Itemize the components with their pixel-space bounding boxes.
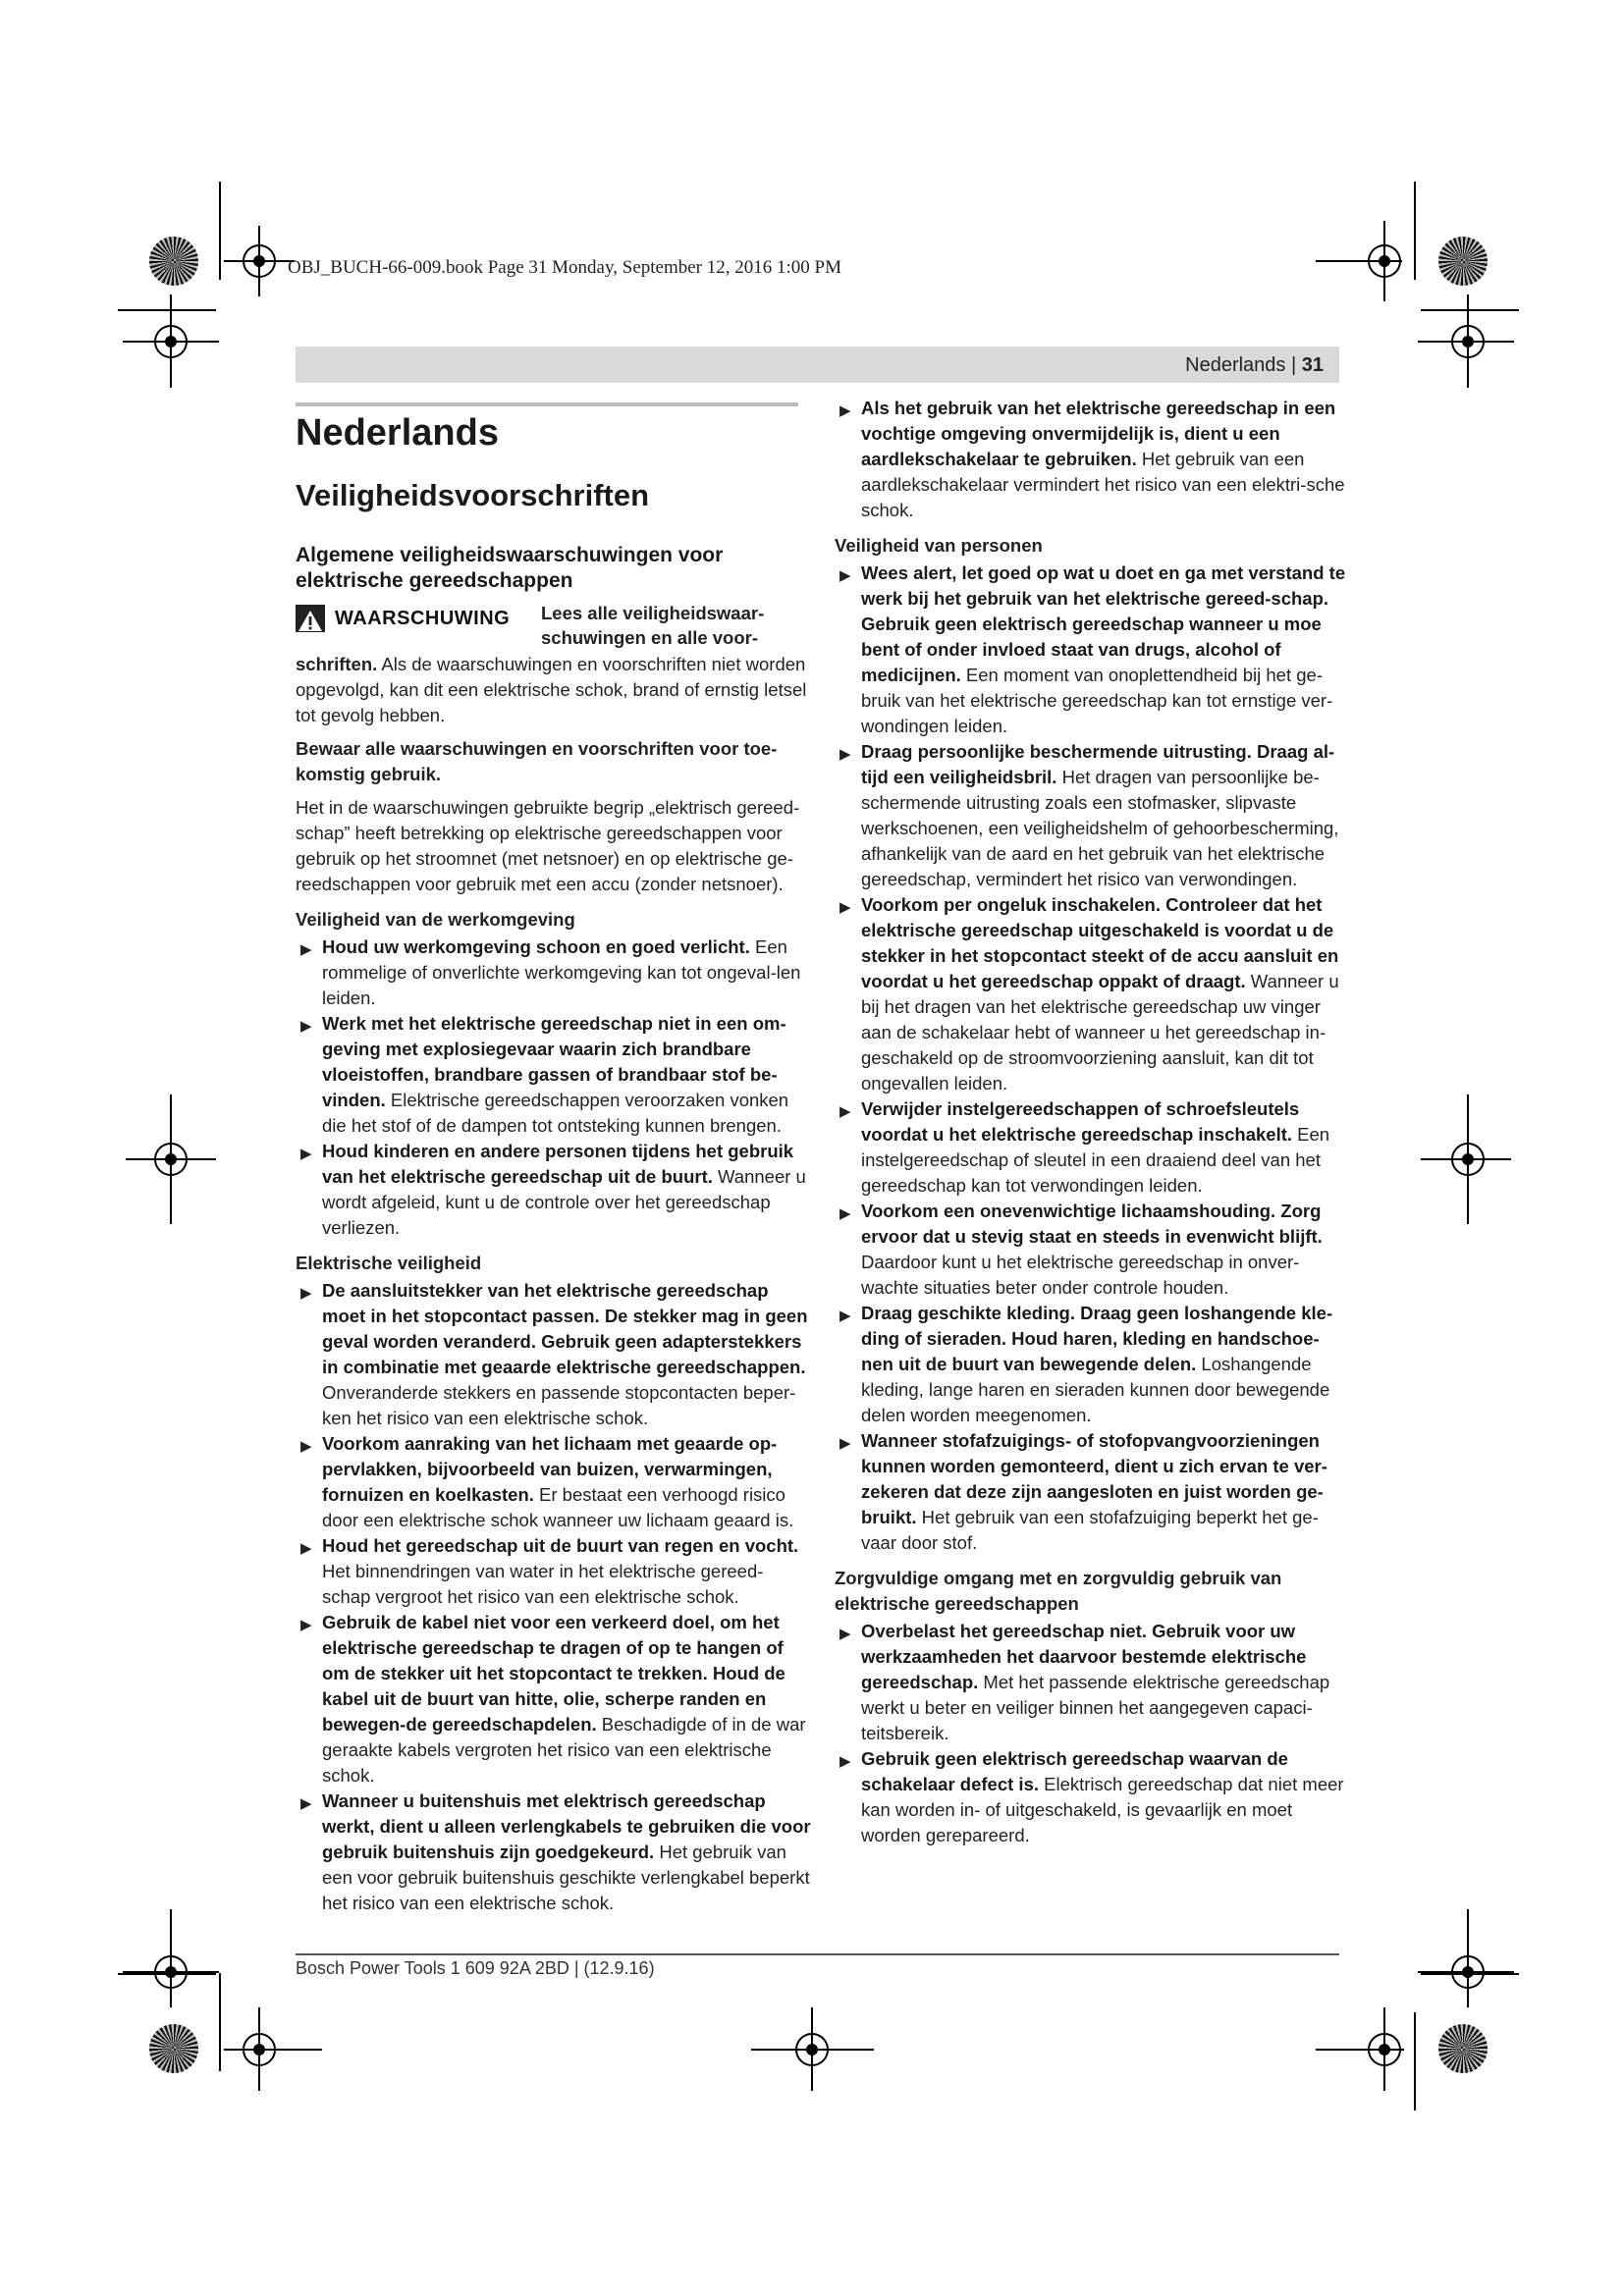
item-text: Een instelgereedschap of sleutel in een draaiend deel van het gereedschap kan tot verwondingen leiden. [861,1124,1330,1196]
registration-mark-line [258,226,260,296]
warning-text [296,652,811,728]
item-bold-text: Gebruik geen elektrisch gereedschap waarvan de schakelaar defect is. [861,1748,1288,1794]
header-separator: | [1290,354,1297,376]
list-item [296,1789,811,1916]
bullet-triangle-icon: ▶ [839,1308,851,1324]
section-heading: Algemene veiligheidswaarschuwingen voor elektrische gereedschappen [296,544,724,592]
registration-mark-line [1467,294,1469,388]
list-item [835,1199,1350,1301]
item-text: Het gebruik van een voor gebruik buitenshuis geschikte verlengkabel beperkt het risico van een elektrische schok. [322,1842,810,1913]
list-item [296,1431,811,1533]
warning-bold: schriften. [296,654,378,674]
bullet-triangle-icon: ▶ [300,1617,312,1633]
section-title-elektrisch: Elektrische veiligheid [296,1253,482,1273]
registration-mark-line [1383,221,1385,301]
crop-mark [219,182,221,280]
item-bold-text: Verwijder instelgereedschappen of schroefsleutels voordat u het elektrische gereedschap inschakelt. [861,1098,1300,1145]
item-text: Wanneer u bij het dragen van het elektrische gereedschap uw vinger aan de schakelaar hebt of wanneer u het gereedschap in-geschakeld op de stroomvoorziening aansluit, kan dit tot ongevallen leiden. [861,971,1339,1094]
page-number: 31 [1301,354,1324,376]
bullet-triangle-icon: ▶ [839,899,851,916]
bullet-triangle-icon: ▶ [839,1753,851,1770]
bullet-triangle-icon: ▶ [839,1103,851,1120]
crop-mark [219,1973,221,2071]
bullet-triangle-icon: ▶ [300,1018,312,1035]
list-zorgvuldig [835,1619,1350,1848]
registration-mark-line [170,1909,172,2007]
item-bold-text: Overbelast het gereedschap niet. Gebruik voor uw werkzaamheden het daarvoor bestemde elektrische gereedschap. [861,1621,1307,1692]
registration-mark-line [1467,1909,1469,2007]
title-rule [296,402,798,406]
list-item [835,1096,1350,1199]
section-title-zorgvuldig: Zorgvuldige omgang met en zorgvuldig gebruik van elektrische gereedschappen [835,1568,1282,1614]
item-text: Er bestaat een verhoogd risico door een elektrische schok wanneer uw lichaam geaard is. [322,1484,794,1530]
running-header [1185,354,1324,377]
bullet-triangle-icon: ▶ [839,567,851,584]
crop-mark [118,309,216,311]
registration-mark-line [1418,341,1514,343]
item-text: Elektrische gereedschappen veroorzaken vonken die het stof of de dampen tot ontsteking kunnen brengen. [322,1090,789,1136]
registration-mark-line [1316,2049,1404,2051]
crop-mark [1421,309,1519,311]
page-title: Nederlands [296,412,499,454]
list-werkomgeving [296,934,811,1241]
bullet-triangle-icon: ▶ [300,1540,312,1557]
crop-mark [1414,182,1416,280]
item-bold-text: Houd het gereedschap uit de buurt van regen en vocht. [322,1535,799,1556]
item-bold-text: De aansluitstekker van het elektrische gereedschap moet in het stopcontact passen. De stekker mag in geen geval worden veranderd. Gebruik geen adapterstekkers in combinatie met geaarde elektrische gereedschappen. [322,1280,808,1377]
registration-mark-line [1421,1158,1511,1160]
item-text: Een moment van onoplettendheid bij het ge-bruik van het elektrische gereedschap kan tot ernstige ver-wondingen leiden. [861,665,1333,736]
right-column [835,396,1350,1848]
bullet-triangle-icon: ▶ [839,402,851,419]
color-wheel-mark [149,237,198,286]
bullet-triangle-icon: ▶ [300,1285,312,1302]
list-item [296,1139,811,1241]
registration-mark-line [1467,1095,1469,1224]
registration-mark-line [1418,1971,1514,1973]
bullet-triangle-icon: ▶ [839,1626,851,1642]
bullet-triangle-icon: ▶ [300,1795,312,1812]
list-item [296,1278,811,1431]
item-text: Met het passende elektrische gereedschap werkt u beter en veiliger binnen het aangegeven capaci-teitsbereik. [861,1672,1330,1743]
item-text: Onveranderde stekkers en passende stopcontacten beper-ken het risico van een elektrische schok. [322,1382,796,1428]
item-bold-text: Houd uw werkomgeving schoon en goed verlicht. [322,936,750,957]
registration-mark-line [1383,2007,1385,2091]
list-item [835,1619,1350,1746]
registration-mark-line [1316,260,1402,262]
item-bold-text: Draag persoonlijke beschermende uitrusting. Draag al-tijd een veiligheidsbril. [861,741,1335,787]
bullet-triangle-icon: ▶ [300,1146,312,1162]
list-item [835,1746,1350,1848]
list-elektrisch [296,1278,811,1916]
list-personen [835,561,1350,1556]
item-text: Het binnendringen van water in het elektrische gereed-schap vergroot het risico van een elektrische schok. [322,1561,764,1607]
item-text: Het dragen van persoonlijke be-schermende uitrusting zoals een stofmasker, slipvaste werkschoenen, een veiligheidshelm of gehoorbescherming, afhankelijk van de aard en het gebruik van het elektrische gereedschap, vermindert het risico van verwondingen. [861,767,1339,889]
item-bold-text: Voorkom een onevenwichtige lichaamshouding. Zorg ervoor dat u stevig staat en steeds in evenwicht blijft. [861,1201,1323,1247]
bullet-triangle-icon: ▶ [839,1205,851,1222]
warning-badge [296,605,527,632]
list-item [835,739,1350,892]
list-item [296,1011,811,1139]
color-wheel-mark [1438,237,1488,286]
item-bold-text: Wees alert, let goed op wat u doet en ga met verstand te werk bij het gebruik van het elektrische gereed-schap. Gebruik geen elektrisch gereedschap wanneer u moe bent of onder invloed staat van drugs, alcohol of medicijnen. [861,562,1346,685]
warning-row [296,601,811,652]
page-subtitle: Veiligheidsvoorschriften [296,478,650,512]
section-title-werkomgeving: Veiligheid van de werkomgeving [296,909,575,930]
header-section: Nederlands [1185,354,1286,376]
item-bold-text: Houd kinderen en andere personen tijdens het gebruik van het elektrische gereedschap uit de buurt. [322,1141,794,1187]
definition-text: Het in de waarschuwingen gebruikte begrip „elektrisch gereed-schap” heeft betrekking op elektrische gereedschappen voor gebruik op het stroomnet (met netsnoer) en op elektrische ge-reedschappen voor gebruik met een accu (zonder netsnoer). [296,797,800,894]
list-item [835,396,1350,523]
item-text: Beschadigde of in de war geraakte kabels vergroten het risico van een elektrische schok. [322,1714,806,1786]
bullet-triangle-icon: ▶ [839,1435,851,1452]
printer-info-line: OBJ_BUCH-66-009.book Page 31 Monday, September 12, 2016 1:00 PM [288,257,841,278]
list-item [835,561,1350,739]
item-bold-text: Werk met het elektrische gereedschap niet in een om-geving met explosiegevaar waarin zich brandbare vloeistoffen, brandbare gassen of brandbaar stof be-vinden. [322,1013,786,1110]
list-item [296,934,811,1011]
item-text: Het gebruik van een aardlekschakelaar vermindert het risico van een elektri-sche schok. [861,449,1345,520]
color-wheel-mark [149,2024,198,2073]
item-bold-text: Wanneer u buitenshuis met elektrisch gereedschap werkt, dient u alleen verlengkabels te gebruiken die voor gebruik buitenshuis zijn goedgekeurd. [322,1790,811,1862]
footer-rule [296,1953,1339,1955]
keep-note: Bewaar alle waarschuwingen en voorschriften voor toe-komstig gebruik. [296,738,778,784]
warning-label: WAARSCHUWING [335,608,511,629]
item-text: Daardoor kunt u het elektrische gereedschap in onver-wachte situaties beter onder controle houden. [861,1252,1300,1298]
crop-mark [1414,2012,1416,2110]
page-footer: Bosch Power Tools 1 609 92A 2BD | (12.9.16) [296,1958,655,1978]
item-text: Loshangende kleding, lange haren en sieraden kunnen door bewegende delen worden meegenomen. [861,1354,1330,1425]
item-bold-text: Voorkom per ongeluk inschakelen. Controleer dat het elektrische gereedschap uitgeschakeld is voordat u de stekker in het stopcontact steekt of de accu aansluit en voordat u het gereedschap oppakt of draagt. [861,894,1339,991]
item-bold-text: Gebruik de kabel niet voor een verkeerd doel, om het elektrische gereedschap te dragen of op te hangen of om de stekker uit het stopcontact te trekken. Houd de kabel uit de buurt van hitte, olie, scherpe randen en bewegen-de gereedschapdelen. [322,1612,785,1735]
registration-mark-line [170,1095,172,1224]
list-item [296,1610,811,1789]
color-wheel-mark [1438,2024,1488,2073]
list-item [835,1428,1350,1556]
list-item [835,892,1350,1096]
section-title-personen: Veiligheid van personen [835,535,1043,556]
registration-mark-line [170,294,172,388]
item-bold-text: Voorkom aanraking van het lichaam met geaarde op-pervlakken, bijvoorbeeld van buizen, verwarmingen, fornuizen en koelkasten. [322,1433,778,1505]
registration-mark-line [811,2007,813,2091]
item-bold-text: Als het gebruik van het elektrische gereedschap in een vochtige omgeving onvermijdelijk is, dient u een aardlekschakelaar te gebruiken. [861,398,1336,469]
item-bold-text: Draag geschikte kleding. Draag geen loshangende kle-ding of sieraden. Houd haren, kleding en handschoe-nen uit de buurt van bewegende delen. [861,1303,1333,1374]
list-item [835,1301,1350,1428]
item-bold-text: Wanneer stofafzuigings- of stofopvangvoorzieningen kunnen worden gemonteerd, dient u zich ervan te ver-zekeren dat deze zijn aangesloten en juist worden ge-bruikt. [861,1430,1327,1527]
warning-body: Als de waarschuwingen en voorschriften niet worden opgevolgd, kan dit een elektrische schok, brand of ernstig letsel tot gevolg hebben. [296,654,807,725]
item-text: Het gebruik van een stofafzuiging beperkt het ge-vaar door stof. [861,1507,1319,1553]
header-band [296,347,1339,383]
item-text: Een rommelige of onverlichte werkomgeving kan tot ongeval-len leiden. [322,936,801,1008]
warning-triangle-icon [296,605,325,632]
list-item [296,1533,811,1610]
registration-mark-line [258,2007,260,2091]
item-text: Wanneer u wordt afgeleid, kunt u de controle over het gereedschap verliezen. [322,1166,806,1238]
bullet-triangle-icon: ▶ [839,746,851,763]
item-text: Elektrisch gereedschap dat niet meer kan worden in- of uitgeschakeld, is gevaarlijk en moet worden gerepareerd. [861,1774,1344,1845]
list-elektrisch-continued [835,396,1350,523]
warning-lead: Lees alle veiligheidswaar-schuwingen en alle voor- [541,603,765,648]
registration-mark-line [224,2049,322,2051]
bullet-triangle-icon: ▶ [300,941,312,958]
bullet-triangle-icon: ▶ [300,1438,312,1455]
left-column [296,601,811,1916]
